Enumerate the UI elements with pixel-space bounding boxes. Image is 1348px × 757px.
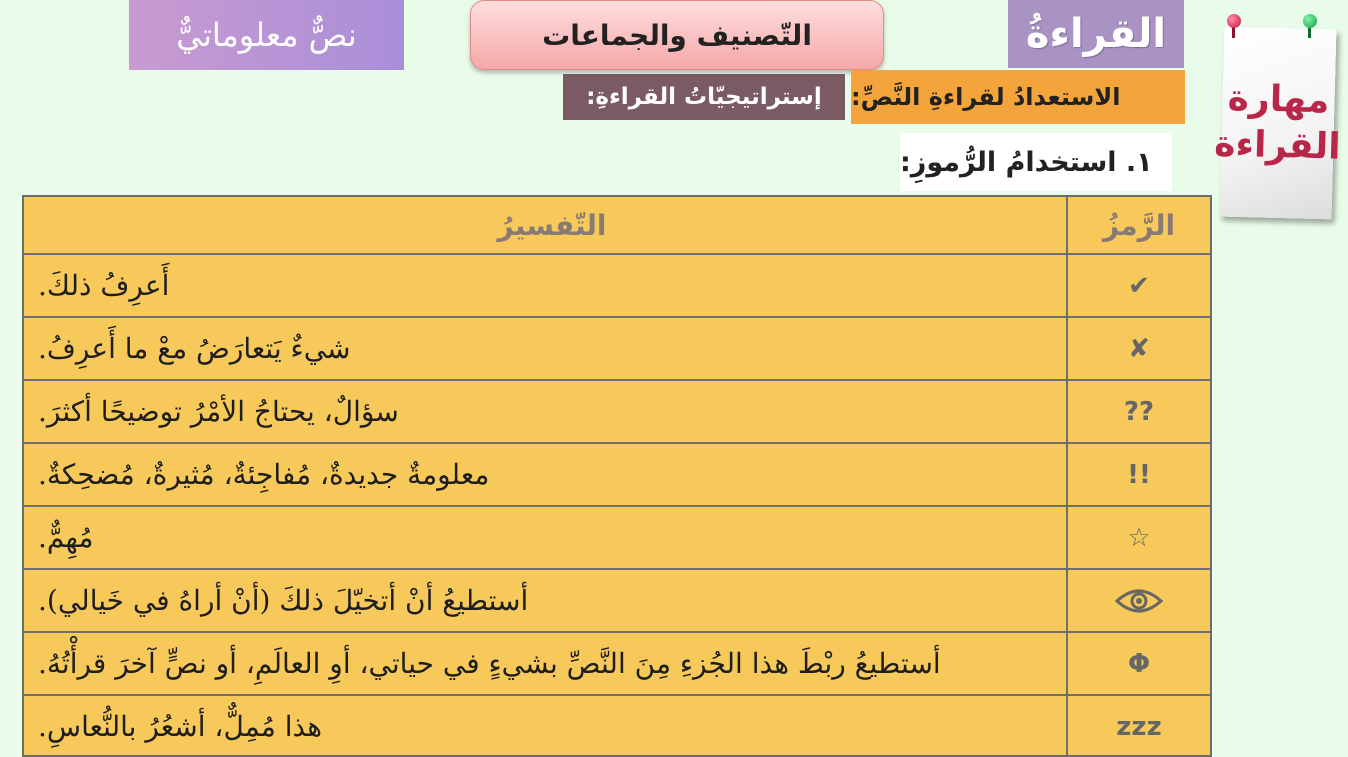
checkmark-icon: ✔ [1128, 270, 1150, 301]
sleep-icon: zzz [1116, 711, 1162, 742]
phi-icon: Φ [1127, 648, 1151, 679]
header-symbol: الرَّمزُ [1102, 208, 1176, 242]
row-explanation: أستطيعُ أنْ أتخيّلَ ذلكَ (أنْ أراهُ في خَيالي). [24, 570, 1068, 631]
symbols-table [22, 195, 1212, 757]
row-explanation: مُهِمٌّ. [24, 507, 1068, 568]
row-explanation: أَعرِفُ ذلكَ. [24, 255, 1068, 316]
skill-sticky-note [1213, 27, 1342, 220]
header-explanation: التّفسيرُ [24, 197, 1068, 253]
sticky-note-text: مهارة القراءة [1213, 77, 1342, 168]
row-explanation: أستطيعُ ربْطَ هذا الجُزءِ مِنَ النَّصِّ بشيءٍ في حياتي، أوِ العالَمِ، أو نصٍّ آخرَ قرأْتُهُ. [24, 633, 1068, 694]
green-pushpin-icon [1303, 14, 1317, 28]
strategies-title: إستراتيجيّاتُ القراءةِ: [563, 74, 845, 120]
table-row [24, 570, 1210, 633]
table-row [24, 318, 1210, 381]
exclamation-marks-icon: !! [1127, 459, 1151, 490]
table-header-row [24, 197, 1210, 255]
red-pushpin-icon [1227, 14, 1241, 28]
row-explanation: هذا مُمِلٌّ، أشعُرُ بالنُّعاسِ. [24, 696, 1068, 757]
eye-icon [1068, 570, 1210, 631]
row-explanation: معلومةٌ جديدةٌ، مُفاجِئةٌ، مُثيرةٌ، مُضحِكةٌ. [24, 444, 1068, 505]
topic-title: التّصنيف والجماعات [470, 0, 884, 70]
table-row [24, 696, 1210, 757]
lesson-label: القراءةُ [1008, 0, 1184, 68]
table-row [24, 381, 1210, 444]
step-label: ١. استخدامُ الرُّموزِ: [900, 133, 1172, 191]
cross-icon: ✘ [1128, 333, 1150, 364]
text-type-label: نصٌّ معلوماتيٌّ [129, 0, 404, 70]
star-icon: ☆ [1127, 522, 1151, 553]
row-explanation: شيءٌ يَتعارَضُ معْ ما أَعرِفُ. [24, 318, 1068, 379]
table-row [24, 633, 1210, 696]
question-marks-icon: ?? [1123, 396, 1155, 427]
table-row [24, 507, 1210, 570]
row-explanation: سؤالٌ، يحتاجُ الأمْرُ توضيحًا أكثرَ. [24, 381, 1068, 442]
table-row [24, 255, 1210, 318]
table-row [24, 444, 1210, 507]
prep-title: الاستعدادُ لقراءةِ النَّصِّ: [851, 70, 1185, 124]
